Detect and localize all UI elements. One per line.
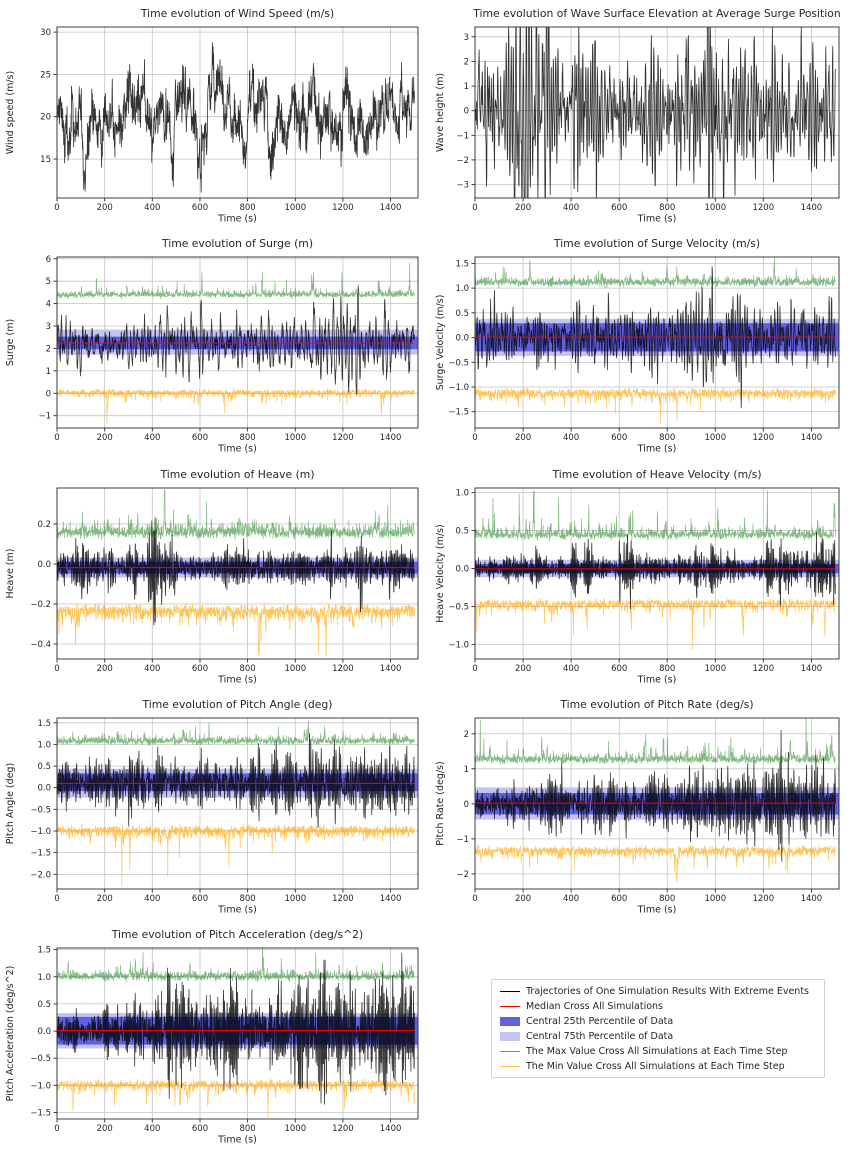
series-trajectory-line [475, 0, 835, 230]
svg-text:600: 600 [611, 664, 628, 674]
svg-text:1.5: 1.5 [455, 259, 469, 270]
svg-text:1200: 1200 [752, 664, 775, 674]
svg-text:1.5: 1.5 [37, 718, 51, 729]
series-max-line [57, 490, 414, 540]
subplot-wave-elevation [432, 0, 864, 230]
series-max-line [475, 491, 835, 542]
chart-wind-speed [0, 0, 432, 230]
svg-text:0: 0 [54, 664, 60, 674]
svg-text:0: 0 [472, 894, 478, 904]
y-axis-label: Heave (m) [5, 548, 16, 599]
svg-text:0: 0 [463, 799, 469, 810]
svg-text:−2.0: −2.0 [30, 870, 51, 881]
series-trajectory-line [475, 730, 835, 861]
svg-text:600: 600 [191, 203, 209, 213]
svg-text:−0.2: −0.2 [30, 600, 51, 610]
svg-text:200: 200 [96, 1124, 113, 1134]
y-axis-label: Wind speed (m/s) [5, 70, 16, 155]
svg-text:600: 600 [191, 664, 209, 674]
svg-text:1000: 1000 [704, 203, 727, 213]
svg-text:1200: 1200 [752, 203, 775, 213]
legend-line-swatch [500, 991, 520, 993]
chart-title: Time evolution of Pitch Rate (deg/s) [560, 698, 754, 711]
svg-text:0: 0 [45, 389, 51, 400]
svg-text:200: 200 [514, 894, 532, 904]
svg-text:200: 200 [96, 203, 113, 213]
chart-title: Time evolution of Wave Surface Elevation at Average Surge Position [473, 7, 841, 20]
svg-text:800: 800 [659, 433, 676, 443]
svg-text:600: 600 [191, 1124, 209, 1134]
chart-heave-velocity [432, 461, 864, 691]
svg-text:1: 1 [463, 82, 469, 93]
svg-text:400: 400 [562, 433, 580, 443]
svg-text:0: 0 [54, 203, 60, 213]
svg-text:0: 0 [54, 1124, 60, 1134]
svg-text:0.5: 0.5 [37, 999, 51, 1010]
svg-text:−1: −1 [38, 411, 51, 422]
svg-text:1000: 1000 [704, 664, 727, 674]
svg-text:600: 600 [611, 203, 628, 213]
svg-text:0.0: 0.0 [455, 333, 469, 344]
y-axis-label: Heave Velocity (m/s) [435, 524, 446, 623]
chart-title: Time evolution of Heave (m) [160, 468, 315, 481]
svg-text:1400: 1400 [379, 894, 402, 904]
legend-item-5 [492, 1059, 824, 1074]
svg-text:−0.5: −0.5 [30, 1054, 51, 1065]
tick-labels [40, 28, 401, 213]
chart-surge [0, 230, 432, 460]
svg-text:6: 6 [45, 254, 51, 265]
svg-text:1200: 1200 [332, 894, 354, 904]
x-axis-label: Time (s) [218, 674, 257, 686]
svg-text:−0.5: −0.5 [448, 358, 469, 369]
chart-pitch-rate [432, 691, 864, 921]
svg-text:−1: −1 [456, 131, 469, 142]
legend-item-label: Trajectories of One Simulation Results With Extreme Events [526, 986, 809, 997]
legend-item-2 [492, 1014, 824, 1029]
svg-text:1200: 1200 [332, 203, 354, 213]
subplot-wind-speed [0, 0, 432, 230]
svg-text:400: 400 [144, 1124, 161, 1134]
legend-line-swatch [500, 1051, 520, 1053]
svg-text:0: 0 [472, 433, 478, 443]
axes-spines [57, 27, 418, 198]
svg-text:5: 5 [45, 277, 51, 288]
svg-text:0: 0 [463, 106, 469, 117]
svg-text:600: 600 [611, 433, 628, 443]
chart-title: Time evolution of Pitch Acceleration (deg/s^2) [111, 928, 364, 941]
svg-text:1400: 1400 [800, 433, 823, 443]
svg-text:−1.5: −1.5 [30, 1108, 51, 1119]
series-min-line [57, 1079, 414, 1118]
svg-text:400: 400 [562, 203, 580, 213]
chart-pitch-acceleration [0, 921, 432, 1151]
svg-text:1000: 1000 [704, 433, 727, 443]
series-trajectory-line [57, 43, 414, 192]
svg-text:−2: −2 [456, 155, 469, 166]
subplot-heave [0, 461, 432, 691]
svg-text:600: 600 [191, 433, 209, 443]
svg-text:2: 2 [463, 729, 469, 740]
svg-text:800: 800 [239, 1124, 256, 1134]
svg-text:30: 30 [40, 28, 51, 39]
subplot-pitch-acceleration [0, 921, 432, 1151]
svg-text:0.5: 0.5 [455, 526, 469, 537]
svg-text:2: 2 [45, 344, 51, 355]
y-axis-label: Pitch Acceleration (deg/s^2) [5, 965, 16, 1102]
series-min-line [475, 387, 835, 423]
svg-text:1.0: 1.0 [455, 284, 469, 295]
svg-text:400: 400 [144, 203, 161, 213]
svg-text:1200: 1200 [332, 433, 354, 443]
y-axis-label: Pitch Rate (deg/s) [435, 761, 446, 846]
legend-patch-swatch [500, 1032, 520, 1041]
tick-labels [30, 520, 401, 674]
svg-text:1.0: 1.0 [37, 972, 51, 983]
svg-text:400: 400 [144, 894, 161, 904]
svg-text:−2: −2 [456, 869, 469, 880]
series-max-line [57, 721, 414, 746]
svg-text:−0.5: −0.5 [448, 602, 469, 613]
svg-text:800: 800 [239, 664, 256, 674]
legend-line-swatch [500, 1006, 520, 1008]
x-axis-label: Time (s) [637, 443, 677, 455]
svg-text:1000: 1000 [284, 894, 307, 904]
svg-text:600: 600 [611, 894, 628, 904]
svg-text:2: 2 [463, 57, 469, 68]
svg-text:−1.0: −1.0 [30, 827, 51, 837]
svg-text:−1.0: −1.0 [448, 640, 469, 651]
svg-text:800: 800 [239, 203, 256, 213]
chart-title: Time evolution of Heave Velocity (m/s) [552, 468, 762, 481]
subplot-pitch-angle [0, 691, 432, 921]
chart-title: Time evolution of Surge Velocity (m/s) [553, 237, 761, 250]
svg-text:800: 800 [659, 203, 676, 213]
svg-text:800: 800 [659, 894, 676, 904]
chart-title: Time evolution of Wind Speed (m/s) [140, 7, 335, 20]
svg-text:1000: 1000 [704, 894, 727, 904]
svg-text:1400: 1400 [800, 203, 823, 213]
svg-text:15: 15 [40, 155, 51, 166]
chart-heave [0, 461, 432, 691]
series-min-line [57, 824, 414, 885]
series-trajectory-line [475, 532, 835, 609]
chart-pitch-angle [0, 691, 432, 921]
legend-item-4 [492, 1044, 824, 1059]
legend-item-0 [492, 984, 824, 999]
y-axis-label: Wave height (m) [435, 72, 446, 153]
svg-text:1200: 1200 [332, 1124, 354, 1134]
svg-text:1.0: 1.0 [455, 488, 469, 499]
tick-labels [448, 489, 822, 674]
svg-text:0.0: 0.0 [37, 560, 51, 570]
svg-text:800: 800 [239, 894, 256, 904]
series-trajectory-line [57, 733, 414, 827]
svg-text:400: 400 [562, 664, 580, 674]
y-axis-label: Pitch Angle (deg) [5, 762, 16, 845]
legend-item-label: Central 75th Percentile of Data [526, 1031, 674, 1042]
svg-text:1400: 1400 [379, 664, 402, 674]
svg-text:200: 200 [514, 664, 532, 674]
svg-text:1000: 1000 [284, 203, 307, 213]
svg-text:0: 0 [54, 894, 60, 904]
svg-text:3: 3 [463, 32, 469, 43]
x-axis-label: Time (s) [218, 904, 257, 916]
series-min-line [475, 598, 835, 649]
legend-item-label: Central 25th Percentile of Data [526, 1016, 674, 1027]
tick-labels [30, 719, 401, 904]
svg-text:0: 0 [54, 433, 60, 443]
grid [57, 27, 418, 198]
subplot-surge [0, 230, 432, 460]
svg-text:200: 200 [96, 433, 113, 443]
legend-item-1 [492, 999, 824, 1014]
subplot-heave-velocity [432, 461, 864, 691]
svg-text:0.0: 0.0 [37, 783, 51, 794]
svg-text:−1.0: −1.0 [448, 383, 469, 393]
legend-cell [432, 921, 864, 1151]
svg-text:4: 4 [45, 299, 51, 310]
chart-title: Time evolution of Surge (m) [161, 237, 314, 250]
legend-item-3 [492, 1029, 824, 1044]
legend-patch-swatch [500, 1017, 520, 1026]
svg-text:3: 3 [45, 322, 51, 332]
svg-text:800: 800 [239, 433, 256, 443]
legend-item-label: Median Cross All Simulations [526, 1001, 663, 1012]
svg-text:1200: 1200 [332, 664, 354, 674]
x-axis-label: Time (s) [637, 674, 677, 686]
svg-text:800: 800 [659, 664, 676, 674]
svg-text:0.2: 0.2 [37, 520, 51, 530]
svg-text:0: 0 [472, 203, 478, 213]
svg-text:−3: −3 [456, 180, 469, 191]
series-max-line [475, 256, 835, 288]
svg-text:−1.5: −1.5 [30, 848, 51, 859]
svg-text:1000: 1000 [284, 1124, 307, 1134]
svg-text:1200: 1200 [752, 433, 775, 443]
svg-text:1: 1 [463, 764, 469, 775]
svg-text:0.5: 0.5 [37, 762, 51, 773]
svg-text:25: 25 [40, 70, 51, 81]
chart-wave-elevation [432, 0, 864, 230]
svg-text:0.0: 0.0 [37, 1027, 51, 1038]
chart-surge-velocity [432, 230, 864, 460]
x-axis-label: Time (s) [637, 904, 677, 916]
svg-text:1400: 1400 [379, 433, 402, 443]
svg-text:−1.0: −1.0 [30, 1081, 51, 1092]
svg-text:1.5: 1.5 [37, 945, 51, 956]
svg-text:1000: 1000 [284, 433, 307, 443]
svg-text:400: 400 [144, 433, 161, 443]
svg-text:200: 200 [514, 433, 532, 443]
legend [491, 979, 825, 1078]
svg-text:200: 200 [96, 894, 113, 904]
svg-text:1400: 1400 [379, 1124, 402, 1134]
x-axis-label: Time (s) [218, 443, 257, 455]
chart-title: Time evolution of Pitch Angle (deg) [142, 698, 333, 711]
legend-item-label: The Max Value Cross All Simulations at Each Time Step [526, 1046, 788, 1057]
svg-text:400: 400 [144, 664, 161, 674]
svg-text:1: 1 [45, 366, 51, 377]
subplot-surge-velocity [432, 230, 864, 460]
svg-text:−0.5: −0.5 [30, 805, 51, 816]
legend-item-label: The Min Value Cross All Simulations at Each Time Step [526, 1061, 785, 1072]
subplot-pitch-rate [432, 691, 864, 921]
svg-text:−1.5: −1.5 [448, 407, 469, 418]
svg-text:−1: −1 [456, 834, 469, 845]
svg-text:1400: 1400 [800, 894, 823, 904]
y-axis-label: Surge Velocity (m/s) [435, 294, 446, 391]
svg-text:600: 600 [191, 894, 209, 904]
x-axis-label: Time (s) [218, 213, 257, 225]
svg-text:1400: 1400 [800, 664, 823, 674]
svg-text:1000: 1000 [284, 664, 307, 674]
svg-text:−0.4: −0.4 [30, 640, 51, 650]
svg-text:1200: 1200 [752, 894, 775, 904]
legend-line-swatch [500, 1066, 520, 1068]
svg-text:1.0: 1.0 [37, 740, 51, 751]
svg-text:0.5: 0.5 [455, 308, 469, 319]
svg-text:200: 200 [96, 664, 113, 674]
x-axis-label: Time (s) [218, 1134, 257, 1146]
svg-text:400: 400 [562, 894, 580, 904]
x-axis-label: Time (s) [637, 213, 677, 225]
svg-text:200: 200 [514, 203, 532, 213]
svg-text:1400: 1400 [379, 203, 402, 213]
y-axis-label: Surge (m) [5, 318, 16, 367]
svg-text:20: 20 [40, 112, 51, 123]
svg-text:0: 0 [472, 664, 478, 674]
svg-text:0.0: 0.0 [455, 564, 469, 575]
